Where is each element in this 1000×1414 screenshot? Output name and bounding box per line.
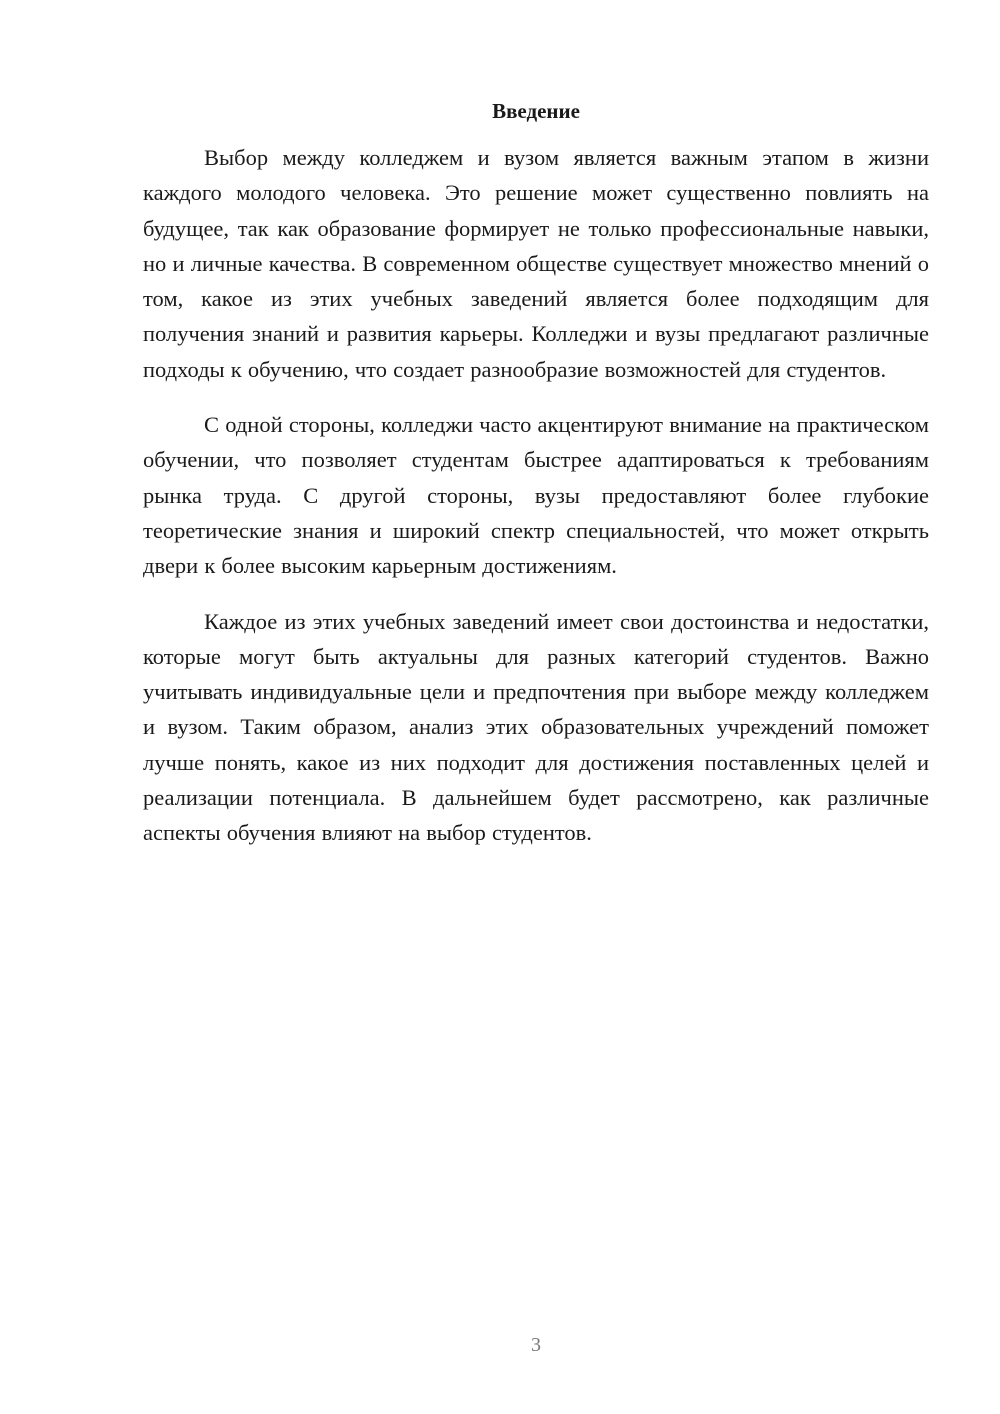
paragraph-1: Выбор между колледжем и вузом является важным этапом в жизни каждого молодого человека. Это решение может существенно повлиять на будущее, так как образование формирует не только профессиональные навыки, но и личные качества. В современном обществе существует множество мнений о том, какое из этих учебных заведений является более подходящим для получения знаний и развития карьеры. Колледжи и вузы предлагают различные подходы к обучению, что создает разнообразие возможностей для студентов. [143,145,929,382]
page-content [143,96,929,851]
paragraph-3: Каждое из этих учебных заведений имеет свои достоинства и недостатки, которые могут быть актуальны для разных категорий студентов. Важно учитывать индивидуальные цели и предпочтения при выборе между колледжем и вузом. Таким образом, анализ этих образовательных учреждений поможет лучше понять, какое из них подходит для достижения поставленных целей и реализации потенциала. В дальнейшем будет рассмотрено, как различные аспекты обучения влияют на выбор студентов. [143,608,929,846]
section-heading: Введение [492,99,580,123]
paragraph-2: С одной стороны, колледжи часто акцентируют внимание на практическом обучении, что позволяет студентам быстрее адаптироваться к требованиям рынка труда. С другой стороны, вузы предоставляют более глубокие теоретические знания и широкий спектр специальностей, что может открыть двери к более высоким карьерным достижениям. [143,412,929,579]
page-number: 3 [531,1334,541,1356]
